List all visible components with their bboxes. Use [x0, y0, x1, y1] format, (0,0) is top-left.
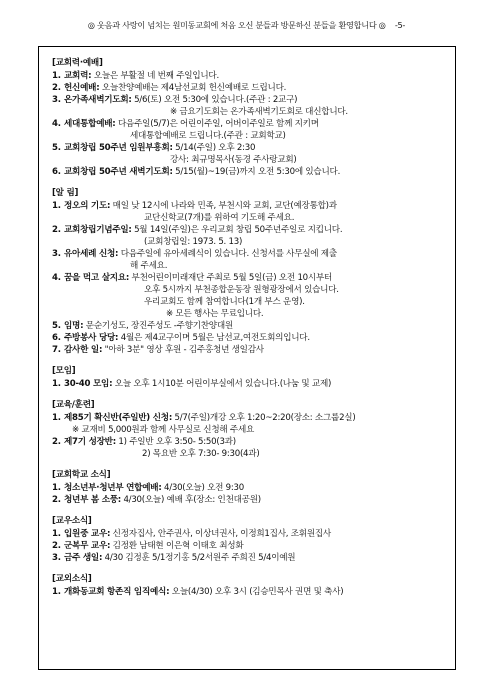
section-worship [52, 57, 445, 178]
section-external-news [52, 573, 445, 598]
list-item: 1. 정오의 기도: 매일 낮 12시에 나라와 민족, 부천시와 교회, 교단(예장통합)과 교단신학교(7개)를 위하여 기도해 주세요. [52, 200, 445, 224]
list-item: 4. 꿈을 먹고 살지요: 부천어린이미래재단 주최로 5월 5일(금) 오전 10시부터 오후 5시까지 부천종합운동장 원형광장에서 있습니다. 우리교회도 함께 참여합니다(1개 부스 운영). ※ 모든 행사는 무료입니다. [52, 272, 445, 320]
page-header [0, 20, 493, 31]
section-title: [교육/훈련] [52, 400, 95, 410]
section-meetings [52, 365, 445, 390]
continuation-line: 오후 5시까지 부천종합운동장 원형광장에서 있습니다. [144, 285, 339, 295]
page-number: -5- [394, 20, 406, 30]
list-item: 1. 교회력: 오늘은 부활절 네 번째 주일입니다. [52, 71, 219, 81]
note-line: ※ 금요기도회는 온가족새벽기도회로 대신합니다. [170, 107, 348, 117]
note-line: ※ 교재비 5,000원과 함께 사무실로 신청해 주세요 [72, 425, 255, 435]
list-item: 3. 유아세례 신청: 다음주일에 유아세례식이 있습니다. 신청서를 사무실에 제출 해 주세요. [52, 248, 445, 272]
section-title: [알 림] [52, 188, 79, 198]
list-item: 5. 임명: 문순기성도, 장진주성도 -주향기찬양대원 [52, 321, 233, 331]
continuation-line: 교단신학교(7개)를 위하여 기도해 주세요. [144, 213, 295, 223]
bulletin-box [38, 46, 456, 670]
continuation-line: 2) 목요반 오후 7:30- 9:30(4과) [142, 449, 260, 459]
list-item: 1. 30-40 모임: 오늘 오후 1시10분 어린이부실에서 있습니다.(나눔 및 교제) [52, 379, 332, 389]
section-church-school [52, 469, 445, 506]
list-item: 2. 헌신예배: 오늘찬양예배는 제4남선교회 헌신예배로 드립니다. [52, 83, 287, 93]
list-item: 6. 교회창립 50주년 새벽기도회: 5/15(월)~19(금)까지 오전 5:30에 있습니다. [52, 167, 341, 177]
section-education [52, 399, 445, 460]
list-item: 6. 주방봉사 당당: 4월은 제4교구이며 5월은 남선교,여전도회의입니다. [52, 333, 310, 343]
list-item: 1. 제85기 확신반(주일반) 신청: 5/7(주일)개강 오후 1:20~2:20(장소: 소그룹2실) ※ 교재비 5,000원과 함께 사무실로 신청해 주세요 [52, 412, 445, 436]
list-item: 2. 제7기 성장반: 1) 주일반 오후 3:50- 5:50(3과) 2) 목요반 오후 7:30- 9:30(4과) [52, 436, 445, 460]
list-item: 3. 금주 생일: 4/30 김정훈 5/1정기홍 5/2서원주 주희진 5/4이예원 [52, 553, 296, 563]
list-item: 1. 청소년부·청년부 연합예배: 4/30(오늘) 오전 9:30 [52, 483, 244, 493]
continuation-line: 해 주세요. [130, 261, 168, 271]
continuation-line: 세대통합예배로 드립니다.(주관 : 교회학교) [130, 131, 286, 141]
list-item: 3. 온가족새벽기도회: 5/6(토) 오전 5:30에 있습니다.(주관 : 2교구) ※ 금요기도회는 온가족새벽기도회로 대신합니다. [52, 94, 445, 118]
section-title: [교우소식] [52, 516, 92, 526]
note-line: ※ 모든 행사는 무료입니다. [166, 309, 264, 319]
note-line: 강사: 최규명목사(동경 주사랑교회) [170, 155, 297, 165]
section-title: [교회학교 소식] [52, 470, 111, 480]
section-title: [교회력·예배] [52, 58, 103, 68]
list-item: 7. 감사한 일: "아하 3분" 영상 후원 - 김주홍청년 생일감사 [52, 345, 264, 355]
continuation-line: 우리교회도 함께 참여합니다(1개 부스 운영). [144, 297, 305, 307]
continuation-line: (교회창립일: 1973. 5. 13) [144, 237, 243, 247]
list-item: 5. 교회창립 50주년 임원부흥회: 5/14(주일) 오후 2:30 강사: 최규명목사(동경 주사랑교회) [52, 142, 445, 166]
list-item: 1. 개화동교회 항존직 임직예식: 오늘(4/30) 오후 3시 (김승민목사 권면 및 축사) [52, 587, 344, 597]
section-member-news [52, 515, 445, 564]
list-item: 1. 입원중 교우: 신정자집사, 안주권사, 이상녀권사, 이정희1집사, 조휘원집사 [52, 529, 331, 539]
list-item: 2. 교회창립기념주일: 5월 14일(주일)은 우리교회 창립 50주년주일로 지킵니다. (교회창립일: 1973. 5. 13) [52, 224, 445, 248]
section-title: [교외소식] [52, 574, 92, 584]
welcome-text: ◎ 웃음과 사랑이 넘치는 원미동교회에 처음 오신 분들과 방문하신 분들을 환영합니다 ◎ [87, 20, 386, 30]
list-item: 2. 군복무 교우: 김정환 남태현 이은혁 이태호 최성화 [52, 541, 244, 551]
list-item: 2. 청년부 봄 소풍: 4/30(오늘) 예배 후(장소: 인천대공원) [52, 495, 261, 505]
list-item: 4. 세대통합예배: 다음주일(5/7)은 어린이주일, 어버이주일로 함께 지키며 세대통합예배로 드립니다.(주관 : 교회학교) [52, 118, 445, 142]
section-title: [모임] [52, 366, 76, 376]
section-notices [52, 187, 445, 356]
